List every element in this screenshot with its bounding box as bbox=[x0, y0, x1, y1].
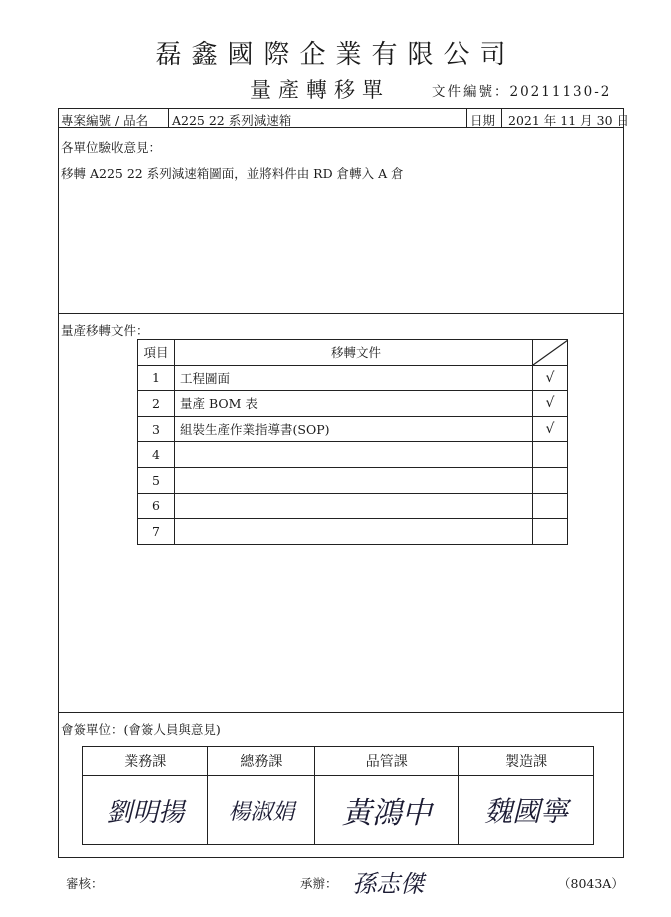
table-row bbox=[138, 416, 568, 442]
countersign-table bbox=[82, 746, 594, 845]
unit-sales: 業務課 bbox=[83, 747, 208, 776]
divider bbox=[168, 108, 169, 128]
opinion-label: 各單位驗收意見： bbox=[61, 140, 162, 155]
divider bbox=[501, 108, 502, 128]
signature-sales bbox=[83, 776, 208, 845]
doc-number-value: 20211130-2 bbox=[509, 84, 612, 100]
handwritten-signature: 魏國寧 bbox=[484, 795, 569, 828]
unit-header-row bbox=[83, 747, 594, 776]
row-check bbox=[533, 519, 568, 545]
row-check bbox=[533, 467, 568, 493]
transfer-docs-table bbox=[137, 339, 568, 545]
unit-general-affairs: 總務課 bbox=[208, 747, 315, 776]
row-check bbox=[533, 442, 568, 468]
col-doc-header: 移轉文件 bbox=[175, 340, 533, 366]
col-item-header: 項目 bbox=[138, 340, 175, 366]
diagonal-slash-icon bbox=[533, 340, 568, 366]
review-label: 審核： bbox=[66, 876, 104, 891]
row-document: 量產 BOM 表 bbox=[175, 391, 533, 417]
row-check bbox=[533, 493, 568, 519]
signature-general-affairs bbox=[208, 776, 315, 845]
unit-manufacturing: 製造課 bbox=[459, 747, 594, 776]
form-title: 量產轉移單 bbox=[250, 78, 390, 102]
table-header-row bbox=[138, 340, 568, 366]
handwritten-signature: 黃鴻中 bbox=[341, 796, 432, 831]
handler-label: 承辦： bbox=[300, 876, 338, 891]
table-row bbox=[138, 467, 568, 493]
form-code: （8043A） bbox=[558, 876, 624, 891]
doc-number bbox=[432, 80, 611, 100]
table-row bbox=[138, 442, 568, 468]
divider bbox=[466, 108, 467, 128]
date-label: 日期 bbox=[470, 113, 496, 128]
row-number: 5 bbox=[138, 467, 175, 493]
signature-manufacturing bbox=[459, 776, 594, 845]
row-number: 1 bbox=[138, 365, 175, 391]
row-document bbox=[175, 519, 533, 545]
date-value: 2021 年 11 月 30 日 bbox=[508, 113, 629, 128]
row-check: √ bbox=[533, 416, 568, 442]
row-check: √ bbox=[533, 391, 568, 417]
table-row bbox=[138, 493, 568, 519]
row-number: 3 bbox=[138, 416, 175, 442]
table-row bbox=[138, 365, 568, 391]
table-row bbox=[138, 391, 568, 417]
doc-number-label: 文件編號： bbox=[432, 84, 510, 100]
row-document: 工程圖面 bbox=[175, 365, 533, 391]
company-name: 磊鑫國際企業有限公司 bbox=[155, 40, 516, 70]
row-document bbox=[175, 493, 533, 519]
project-value: A225 22 系列減速箱 bbox=[172, 113, 292, 128]
unit-quality-control: 品管課 bbox=[315, 747, 459, 776]
handwritten-signature: 劉明揚 bbox=[106, 797, 185, 828]
project-label: 專案編號 / 品名 bbox=[61, 113, 149, 128]
divider bbox=[58, 313, 624, 314]
row-check: √ bbox=[533, 365, 568, 391]
row-document bbox=[175, 442, 533, 468]
row-number: 2 bbox=[138, 391, 175, 417]
handwritten-signature: 楊淑娟 bbox=[228, 799, 295, 825]
row-document bbox=[175, 467, 533, 493]
signature-row bbox=[83, 776, 594, 845]
row-number: 7 bbox=[138, 519, 175, 545]
row-number: 6 bbox=[138, 493, 175, 519]
row-document: 組裝生產作業指導書(SOP) bbox=[175, 416, 533, 442]
countersign-label: 會簽單位：(會簽人員與意見) bbox=[61, 722, 221, 737]
check-header bbox=[533, 340, 568, 366]
table-row bbox=[138, 519, 568, 545]
handler-signature: 孫志傑 bbox=[352, 870, 424, 898]
signature-quality-control bbox=[315, 776, 459, 845]
opinion-text: 移轉 A225 22 系列減速箱圖面，並將料件由 RD 倉轉入 A 倉 bbox=[61, 166, 404, 181]
row-number: 4 bbox=[138, 442, 175, 468]
divider bbox=[58, 712, 624, 713]
transfer-docs-label: 量產移轉文件： bbox=[61, 323, 149, 338]
